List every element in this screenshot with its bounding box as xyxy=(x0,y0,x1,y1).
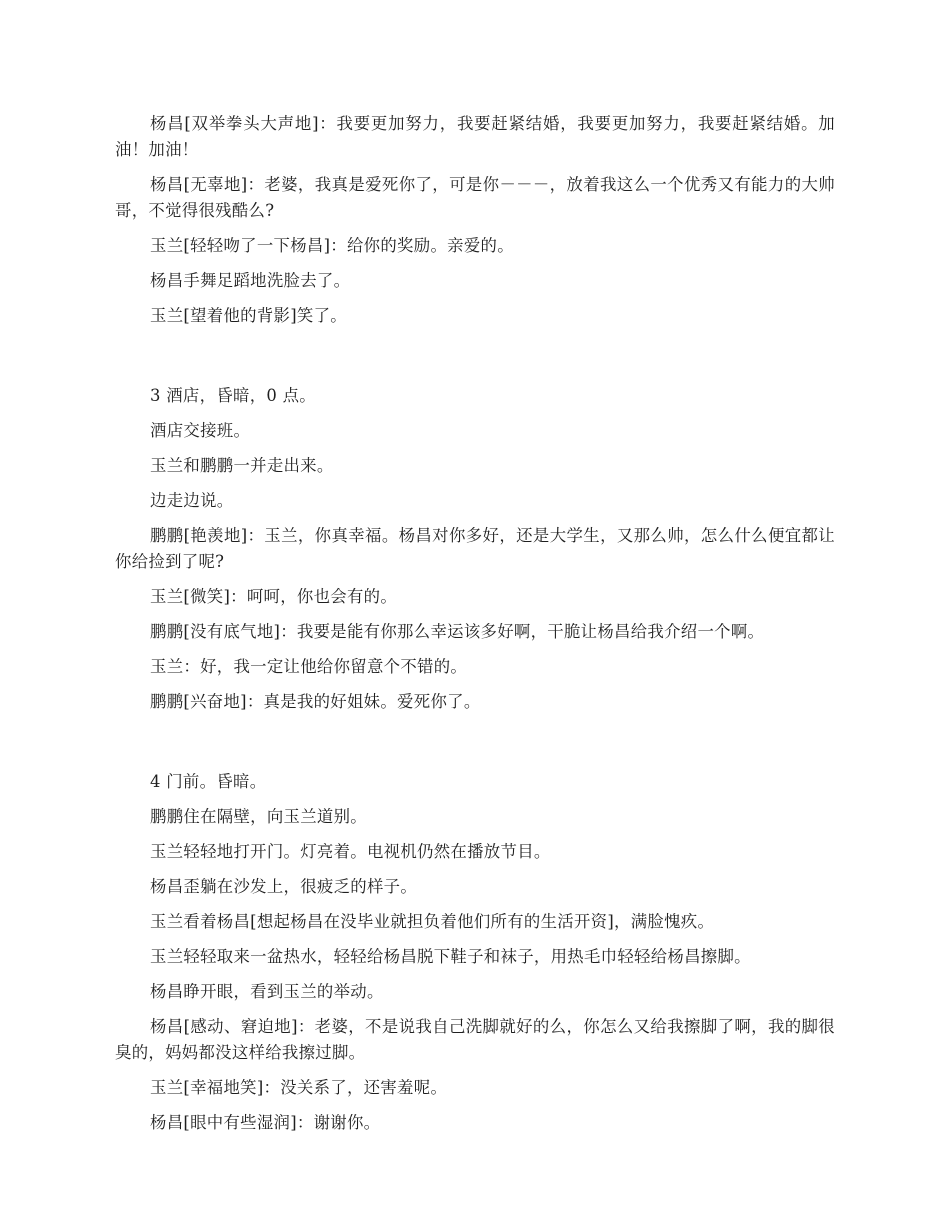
script-line: 玉兰[轻轻吻了一下杨昌]：给你的奖励。亲爱的。 xyxy=(150,236,514,255)
section-spacer xyxy=(115,338,835,383)
script-line: 玉兰轻轻地打开门。灯亮着。电视机仍然在播放节目。 xyxy=(150,842,551,861)
script-line: 玉兰轻轻取来一盆热水，轻轻给杨昌脱下鞋子和袜子，用热毛巾轻轻给杨昌擦脚。 xyxy=(150,947,751,966)
script-line: 边走边说。 xyxy=(150,491,234,510)
script-line: 杨昌[感动、窘迫地]：老婆，不是说我自己洗脚就好的么，你怎么又给我擦脚了啊，我的脚很臭的，妈妈都没这样给我擦过脚。 xyxy=(115,1017,835,1062)
scene-heading: 4 门前。昏暗。 xyxy=(150,772,267,791)
script-line: 玉兰和鹏鹏一并走出来。 xyxy=(150,456,334,475)
script-line: 杨昌睁开眼，看到玉兰的举动。 xyxy=(150,982,384,1001)
script-line: 鹏鹏[没有底气地]：我要是能有你那么幸运该多好啊，干脆让杨昌给我介绍一个啊。 xyxy=(150,622,765,641)
script-line: 鹏鹏[兴奋地]：真是我的好姐妹。爱死你了。 xyxy=(150,692,481,711)
script-line: 玉兰[幸福地笑]：没关系了，还害羞呢。 xyxy=(150,1078,448,1097)
document-body xyxy=(115,111,835,1145)
script-line: 玉兰[望着他的背影]笑了。 xyxy=(150,306,347,325)
script-line: 杨昌手舞足蹈地洗脸去了。 xyxy=(150,271,351,290)
script-line: 酒店交接班。 xyxy=(150,421,251,440)
script-line: 杨昌[无辜地]：老婆，我真是爱死你了，可是你－－－，放着我这么一个优秀又有能力的大帅哥，不觉得很残酷么? xyxy=(115,175,835,220)
script-line: 杨昌[眼中有些湿润]：谢谢你。 xyxy=(150,1113,381,1132)
script-line: 鹏鹏[艳羡地]：玉兰，你真幸福。杨昌对你多好，还是大学生，又那么帅，怎么什么便宜都让你给捡到了呢? xyxy=(115,526,835,571)
script-line: 杨昌歪躺在沙发上，很疲乏的样子。 xyxy=(150,877,418,896)
section-spacer xyxy=(115,724,835,769)
script-line: 杨昌[双举拳头大声地]：我要更加努力，我要赶紧结婚，我要更加努力，我要赶紧结婚。加油！加油！ xyxy=(115,114,835,159)
script-line: 玉兰：好，我一定让他给你留意个不错的。 xyxy=(150,657,468,676)
scene-heading: 3 酒店，昏暗，0 点。 xyxy=(150,386,317,405)
script-line: 玉兰[微笑]：呵呵，你也会有的。 xyxy=(150,587,398,606)
script-line: 鹏鹏住在隔壁，向玉兰道别。 xyxy=(150,807,367,826)
script-line: 玉兰看着杨昌[想起杨昌在没毕业就担负着他们所有的生活开资]，满脸愧疚。 xyxy=(150,912,715,931)
